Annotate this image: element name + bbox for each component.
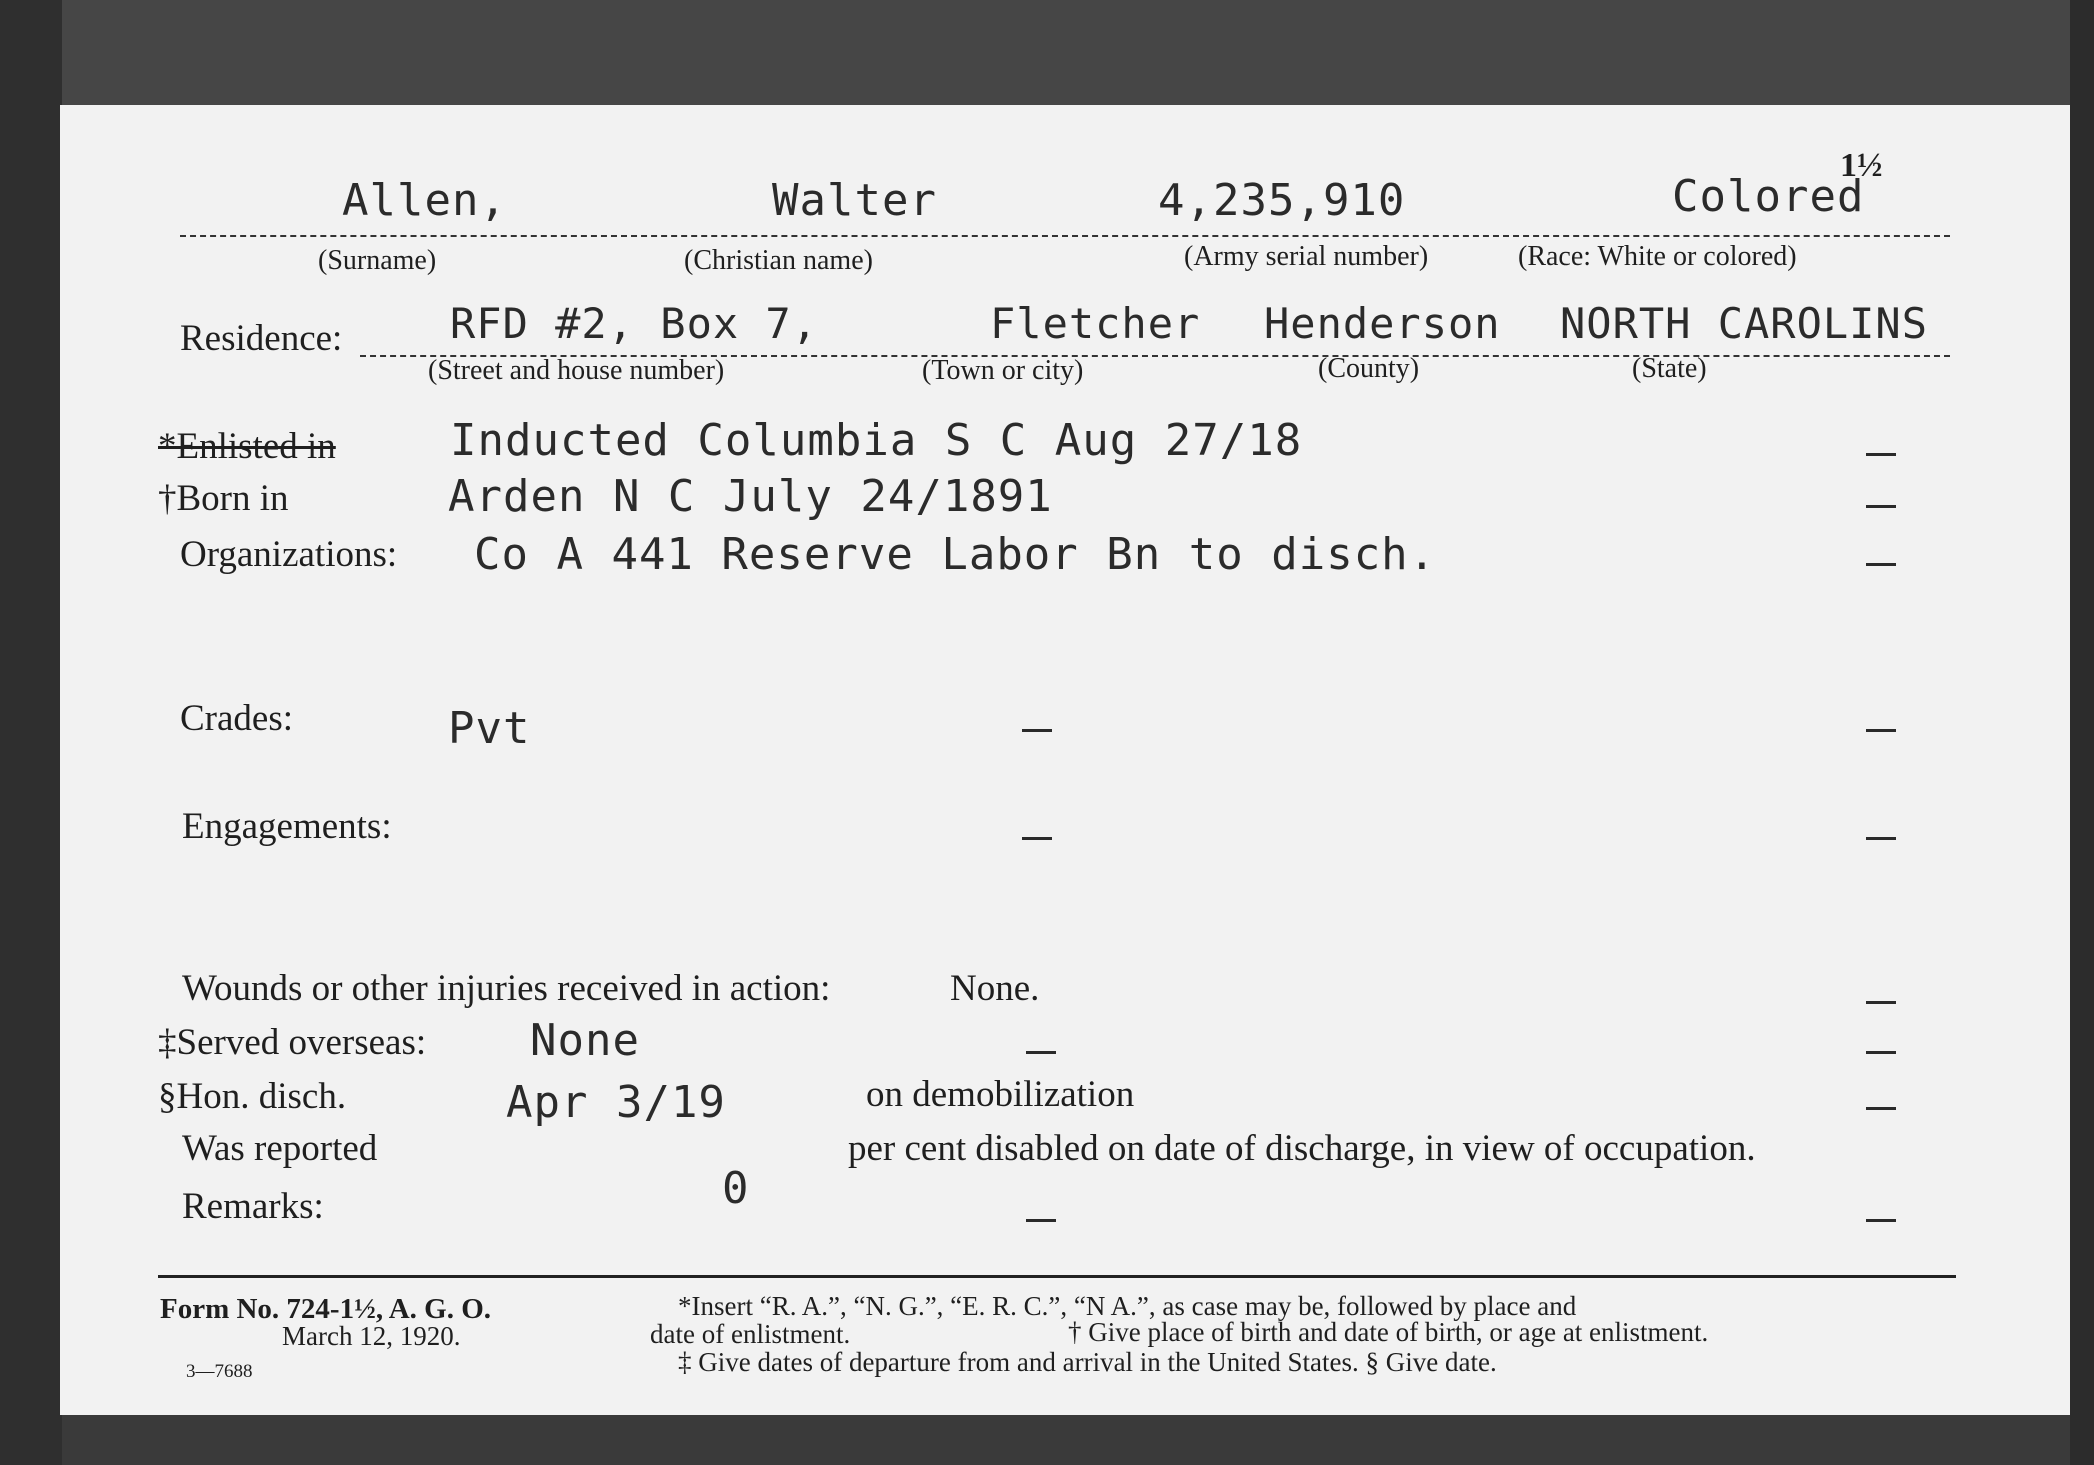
enlisted-dash — [1866, 453, 1896, 456]
form-number: Form No. 724-1½, A. G. O. — [160, 1293, 492, 1325]
christian-name-caption: (Christian name) — [684, 245, 873, 276]
surname-value: Allen, — [342, 175, 507, 226]
hon-disch-dash — [1866, 1107, 1896, 1110]
footnote-line-1: *Insert “R. A.”, “N. G.”, “E. R. C.”, “N A.”, as case may be, followed by place and — [678, 1291, 1577, 1321]
enlisted-label: *Enlisted in — [158, 426, 336, 467]
engagements-mid-dash — [1022, 837, 1052, 840]
reported-label: Was reported — [182, 1128, 378, 1169]
born-dash — [1866, 505, 1896, 508]
scan-background-right — [2070, 0, 2094, 1465]
crades-dash — [1866, 729, 1896, 732]
form-date: March 12, 1920. — [282, 1321, 461, 1351]
residence-town-value: Fletcher — [990, 299, 1201, 348]
remarks-label: Remarks: — [182, 1186, 324, 1227]
born-value: Arden N C July 24/1891 — [448, 471, 1053, 522]
print-code: 3—7688 — [186, 1361, 253, 1382]
enlisted-value: Inducted Columbia S C Aug 27/18 — [450, 415, 1303, 466]
wounds-value: None. — [950, 968, 1040, 1009]
remarks-dash — [1866, 1219, 1896, 1222]
crades-mid-dash — [1022, 729, 1052, 732]
header-dotted-rule — [180, 235, 1950, 237]
race-value: Colored — [1672, 171, 1865, 222]
crades-label: Crades: — [180, 698, 294, 739]
footnote-line-2a: date of enlistment. — [650, 1319, 851, 1349]
overseas-value: None — [530, 1015, 640, 1066]
footnote-line-3: ‡ Give dates of departure from and arrival in the United States. § Give date. — [678, 1347, 1497, 1377]
residence-state-value: NORTH CAROLINS — [1560, 299, 1929, 348]
race-caption: (Race: White or colored) — [1518, 241, 1797, 272]
hon-disch-suffix: on demobilization — [866, 1074, 1135, 1115]
state-caption: (State) — [1632, 353, 1707, 384]
remarks-mid-dash — [1026, 1219, 1056, 1222]
surname-caption: (Surname) — [318, 245, 437, 276]
residence-label: Residence: — [180, 318, 343, 359]
serial-number-caption: (Army serial number) — [1184, 241, 1429, 272]
residence-street-value: RFD #2, Box 7, — [450, 299, 819, 348]
scan-background-top — [0, 0, 2094, 108]
engagements-label: Engagements: — [182, 806, 392, 847]
organizations-dash — [1866, 563, 1896, 566]
engagements-dash — [1866, 837, 1896, 840]
wounds-label: Wounds or other injuries received in action: — [182, 968, 831, 1009]
wounds-dash — [1866, 1001, 1896, 1004]
reported-value: 0 — [722, 1163, 750, 1214]
hon-disch-value: Apr 3/19 — [506, 1077, 726, 1128]
crades-value: Pvt — [448, 703, 531, 754]
street-caption: (Street and house number) — [428, 355, 725, 386]
serial-number-value: 4,235,910 — [1158, 175, 1406, 226]
footnote-line-2b: † Give place of birth and date of birth, or age at enlistment. — [1068, 1317, 1709, 1347]
county-caption: (County) — [1318, 353, 1420, 384]
residence-county-value: Henderson — [1264, 299, 1501, 348]
born-label: †Born in — [158, 478, 289, 519]
service-record-card — [60, 105, 2070, 1415]
footer-rule — [158, 1275, 1956, 1278]
overseas-dash — [1866, 1051, 1896, 1054]
reported-suffix: per cent disabled on date of discharge, in view of occupation. — [848, 1128, 1756, 1169]
organizations-label: Organizations: — [180, 534, 398, 575]
overseas-label: ‡Served overseas: — [158, 1022, 427, 1063]
overseas-mid-dash — [1026, 1051, 1056, 1054]
hon-disch-label: §Hon. disch. — [158, 1076, 347, 1117]
town-caption: (Town or city) — [922, 355, 1084, 386]
christian-name-value: Walter — [772, 175, 937, 226]
fraction-mark: 1½ — [1840, 147, 1883, 184]
scan-background-left — [0, 0, 62, 1465]
organizations-value: Co A 441 Reserve Labor Bn to disch. — [474, 529, 1437, 580]
